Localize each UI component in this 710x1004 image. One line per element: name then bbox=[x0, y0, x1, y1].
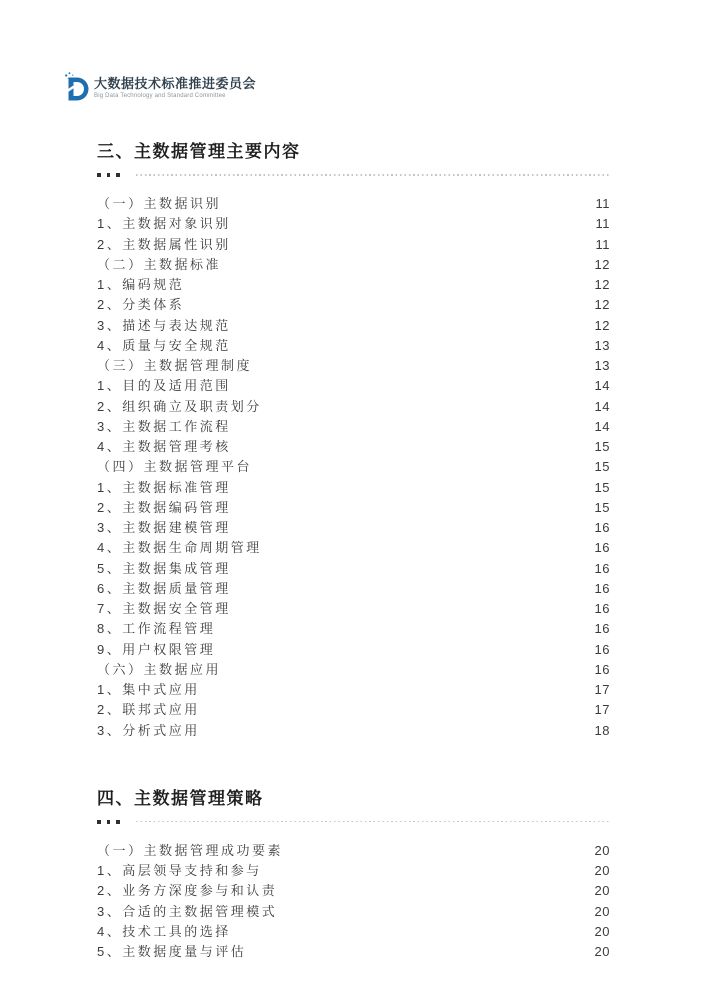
toc-entry[interactable] bbox=[97, 880, 610, 900]
toc-entry[interactable] bbox=[97, 375, 610, 395]
toc-entry[interactable] bbox=[97, 355, 610, 375]
toc-entry[interactable] bbox=[97, 618, 610, 638]
toc-entry-page: 20 bbox=[594, 842, 610, 858]
toc-entry[interactable] bbox=[97, 720, 610, 740]
toc-entry-page: 20 bbox=[594, 883, 610, 899]
toc-section bbox=[97, 141, 610, 740]
toc-entry[interactable] bbox=[97, 193, 610, 213]
logo-text bbox=[94, 70, 256, 99]
toc-entry-page: 11 bbox=[595, 216, 610, 232]
toc-entry-page: 11 bbox=[595, 236, 610, 252]
toc-entry-label: （四）主数据管理平台 bbox=[97, 459, 253, 475]
toc-entry-page: 12 bbox=[594, 256, 610, 272]
toc-entry-page: 16 bbox=[594, 621, 610, 637]
toc-entry-label: 2、分类体系 bbox=[97, 297, 185, 313]
toc-entry-page: 20 bbox=[594, 863, 610, 878]
entry-list bbox=[97, 840, 610, 962]
logo-subtitle-en: Big Data Technology and Standard Committee bbox=[94, 93, 226, 99]
toc-entry-label: 4、主数据生命周期管理 bbox=[97, 540, 262, 556]
toc-entry[interactable] bbox=[97, 477, 610, 497]
section-divider bbox=[97, 818, 610, 826]
toc-entry[interactable] bbox=[97, 941, 610, 961]
toc-entry-label: 3、合适的主数据管理模式 bbox=[97, 903, 278, 919]
toc-entry-label: 2、组织确立及职责划分 bbox=[97, 398, 262, 414]
toc-entry[interactable] bbox=[97, 436, 610, 456]
toc-entry[interactable] bbox=[97, 213, 610, 233]
toc-entry[interactable] bbox=[97, 396, 610, 416]
toc-entry-label: 1、主数据标准管理 bbox=[97, 479, 231, 495]
toc-entry-page: 12 bbox=[594, 317, 610, 333]
logo-d-icon bbox=[64, 71, 90, 105]
toc-entry-page: 16 bbox=[594, 661, 610, 677]
toc-entry-page: 15 bbox=[594, 439, 610, 454]
toc-entry-label: 4、主数据管理考核 bbox=[97, 439, 231, 454]
toc-entry-page: 16 bbox=[594, 520, 610, 535]
toc-entry[interactable] bbox=[97, 456, 610, 476]
toc-entry-page: 20 bbox=[594, 923, 610, 939]
three-dots-ornament bbox=[97, 820, 120, 824]
toc-entry-page: 12 bbox=[594, 277, 610, 292]
toc-entry-page: 13 bbox=[594, 337, 610, 353]
toc-entry[interactable] bbox=[97, 315, 610, 335]
committee-logo bbox=[64, 70, 256, 105]
toc-entry[interactable] bbox=[97, 578, 610, 598]
section-title: 四、主数据管理策略 bbox=[97, 788, 264, 808]
toc-entry-page: 20 bbox=[594, 903, 610, 919]
toc-entry-page: 16 bbox=[594, 580, 610, 596]
toc-entry-label: 2、业务方深度参与和认责 bbox=[97, 883, 278, 899]
toc-entry-page: 15 bbox=[594, 499, 610, 515]
toc-entry-page: 13 bbox=[594, 358, 610, 373]
toc-entry-label: 2、主数据编码管理 bbox=[97, 499, 231, 515]
toc-entry-page: 12 bbox=[594, 297, 610, 313]
toc-entry-label: 1、集中式应用 bbox=[97, 682, 200, 697]
toc-entry-label: 4、质量与安全规范 bbox=[97, 337, 231, 353]
toc-section bbox=[97, 788, 610, 962]
toc-entry-page: 17 bbox=[594, 702, 610, 718]
toc-entry[interactable] bbox=[97, 234, 610, 254]
toc-entry-label: （一）主数据管理成功要素 bbox=[97, 842, 284, 858]
toc-entry-label: 3、主数据建模管理 bbox=[97, 520, 231, 535]
section-title: 三、主数据管理主要内容 bbox=[97, 142, 301, 161]
toc-entry-label: 3、分析式应用 bbox=[97, 722, 200, 738]
toc-entry[interactable] bbox=[97, 901, 610, 921]
logo-title-cn: 大数据技术标准推进委员会 bbox=[94, 76, 257, 91]
toc-entry[interactable] bbox=[97, 921, 610, 941]
section-divider bbox=[97, 171, 610, 179]
toc-entry-page: 20 bbox=[594, 944, 610, 959]
toc-entry-label: （三）主数据管理制度 bbox=[97, 358, 253, 373]
toc-entry-label: 7、主数据安全管理 bbox=[97, 601, 231, 616]
toc-entry-page: 11 bbox=[595, 196, 610, 211]
toc-entry[interactable] bbox=[97, 294, 610, 314]
toc-entry-label: 3、主数据工作流程 bbox=[97, 418, 231, 434]
toc bbox=[97, 141, 610, 961]
toc-entry[interactable] bbox=[97, 639, 610, 659]
toc-entry-page: 15 bbox=[594, 479, 610, 495]
toc-entry[interactable] bbox=[97, 598, 610, 618]
toc-entry-page: 16 bbox=[594, 560, 610, 576]
toc-entry[interactable] bbox=[97, 254, 610, 274]
toc-entry-label: 2、主数据属性识别 bbox=[97, 236, 231, 252]
toc-entry-label: 8、工作流程管理 bbox=[97, 621, 216, 637]
toc-entry-label: 1、高层领导支持和参与 bbox=[97, 863, 262, 878]
toc-entry-label: 1、目的及适用范围 bbox=[97, 378, 231, 394]
toc-entry-label: 4、技术工具的选择 bbox=[97, 923, 231, 939]
toc-entry-label: 2、联邦式应用 bbox=[97, 702, 200, 718]
toc-entry-label: （一）主数据识别 bbox=[97, 196, 222, 211]
toc-entry[interactable] bbox=[97, 558, 610, 578]
toc-entry[interactable] bbox=[97, 679, 610, 699]
toc-entry[interactable] bbox=[97, 416, 610, 436]
toc-entry-page: 14 bbox=[594, 418, 610, 434]
toc-entry-label: 5、主数据集成管理 bbox=[97, 560, 231, 576]
toc-entry[interactable] bbox=[97, 517, 610, 537]
toc-entry-page: 14 bbox=[594, 398, 610, 414]
toc-entry[interactable] bbox=[97, 860, 610, 880]
toc-entry-page: 18 bbox=[594, 722, 610, 738]
dotted-leader-line bbox=[136, 174, 611, 175]
toc-entry-page: 16 bbox=[594, 540, 610, 556]
toc-entry-page: 17 bbox=[594, 682, 610, 697]
toc-entry[interactable] bbox=[97, 659, 610, 679]
dotted-leader-line bbox=[136, 821, 611, 822]
entry-list bbox=[97, 193, 610, 740]
toc-entry[interactable] bbox=[97, 335, 610, 355]
toc-entry[interactable] bbox=[97, 497, 610, 517]
toc-entry-label: （六）主数据应用 bbox=[97, 661, 222, 677]
toc-entry-label: （二）主数据标准 bbox=[97, 256, 222, 272]
toc-entry[interactable] bbox=[97, 274, 610, 294]
toc-entry-label: 5、主数据度量与评估 bbox=[97, 944, 247, 959]
toc-entry-page: 14 bbox=[594, 378, 610, 394]
toc-entry[interactable] bbox=[97, 699, 610, 719]
toc-entry-page: 16 bbox=[594, 601, 610, 616]
toc-entry-label: 9、用户权限管理 bbox=[97, 641, 216, 657]
three-dots-ornament bbox=[97, 173, 120, 177]
toc-entry-page: 15 bbox=[594, 459, 610, 475]
toc-entry-label: 6、主数据质量管理 bbox=[97, 580, 231, 596]
toc-entry-label: 1、主数据对象识别 bbox=[97, 216, 231, 232]
toc-entry-page: 16 bbox=[594, 641, 610, 657]
toc-entry-label: 3、描述与表达规范 bbox=[97, 317, 231, 333]
toc-entry-label: 1、编码规范 bbox=[97, 277, 185, 292]
toc-entry[interactable] bbox=[97, 537, 610, 557]
toc-entry[interactable] bbox=[97, 840, 610, 860]
